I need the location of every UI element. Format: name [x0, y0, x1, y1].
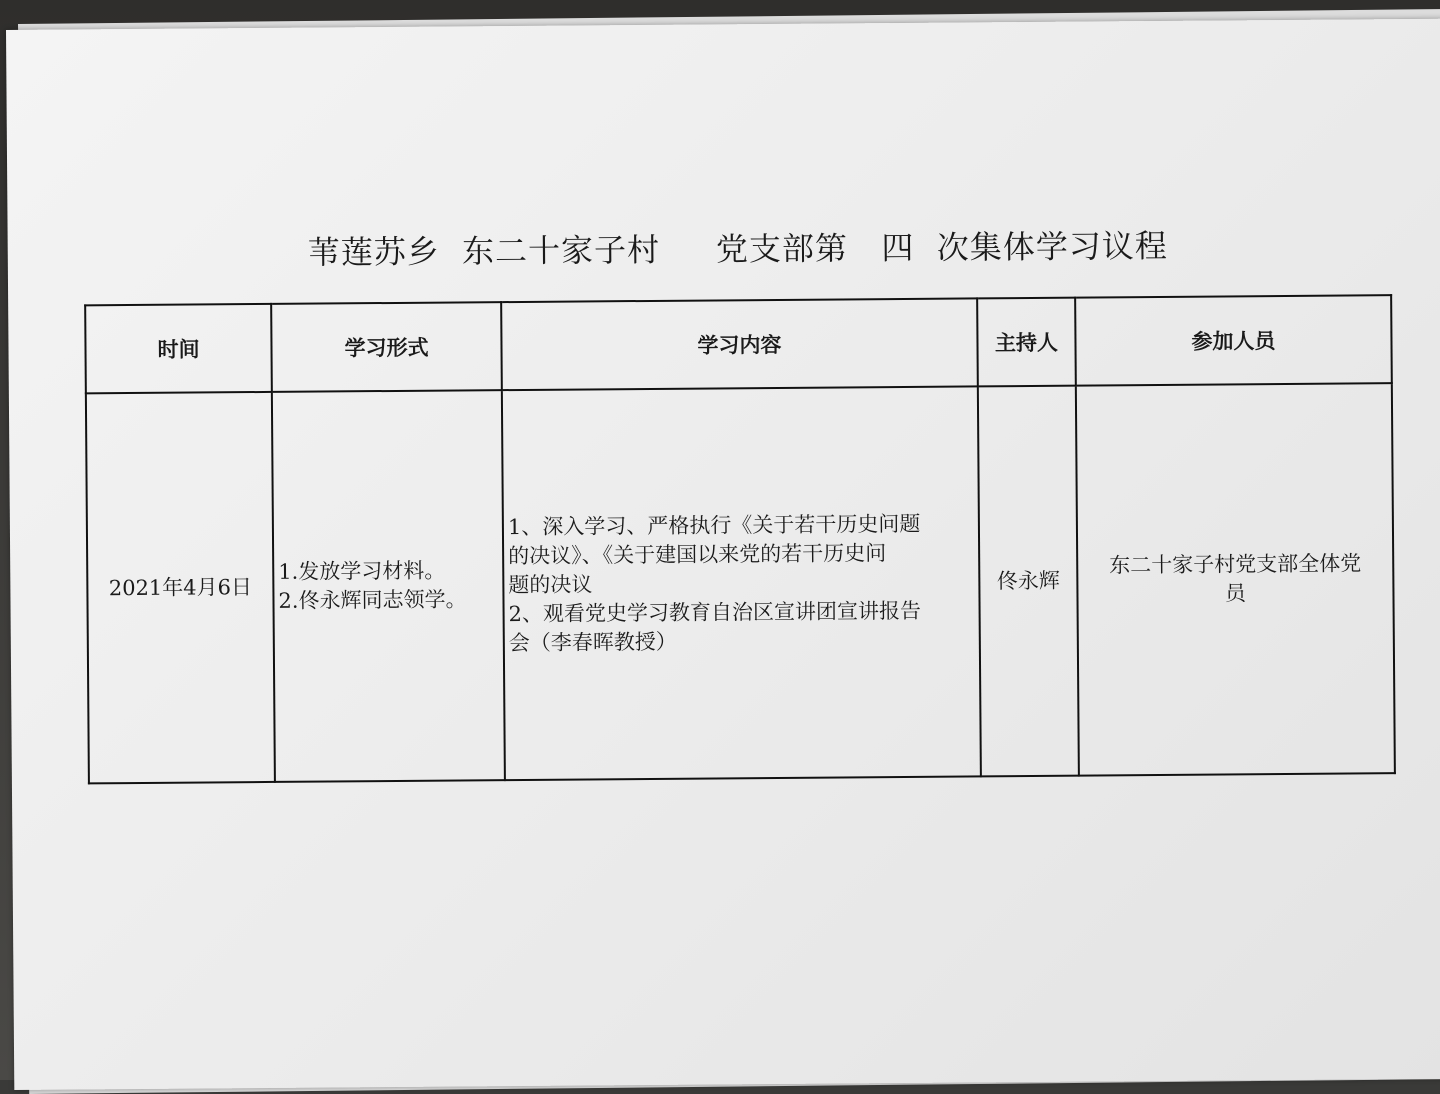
table-row — [86, 383, 1395, 783]
cell-format — [272, 390, 505, 782]
content-line: 1、深入学习、严格执行《关于若干历史问题 — [507, 511, 921, 539]
document-title: 苇莲苏乡 东二十家子村 党支部第 四 次集体学习议程 — [307, 226, 1168, 272]
format-line: 2.佟永辉同志领学。 — [278, 587, 467, 613]
header-participants: 参加人员 — [1075, 295, 1392, 385]
cell-time: 2021年4月6日 — [86, 392, 275, 783]
content-line: 2、观看党史学习教育自治区宣讲团宣讲报告 — [508, 598, 922, 626]
header-format: 学习形式 — [271, 302, 502, 392]
header-time: 时间 — [85, 304, 272, 393]
cell-content — [502, 386, 981, 780]
table-header-row — [85, 295, 1392, 393]
content-line: 题的决议 — [508, 571, 593, 597]
cell-participants — [1076, 383, 1395, 775]
format-line: 1.发放学习材料。 — [278, 558, 446, 584]
header-content: 学习内容 — [501, 298, 978, 390]
cell-host: 佟永辉 — [978, 386, 1079, 777]
content-line: 的决议》、《关于建国以来党的若干历史问 — [508, 540, 887, 568]
agenda-table — [84, 294, 1396, 784]
participants-line: 东二十家子村党支部全体党 — [1109, 551, 1362, 578]
header-host: 主持人 — [977, 298, 1076, 387]
participants-line: 员 — [1224, 581, 1247, 606]
paper-sheet — [6, 19, 1440, 1090]
content-line: 会（李春晖教授） — [508, 629, 677, 655]
